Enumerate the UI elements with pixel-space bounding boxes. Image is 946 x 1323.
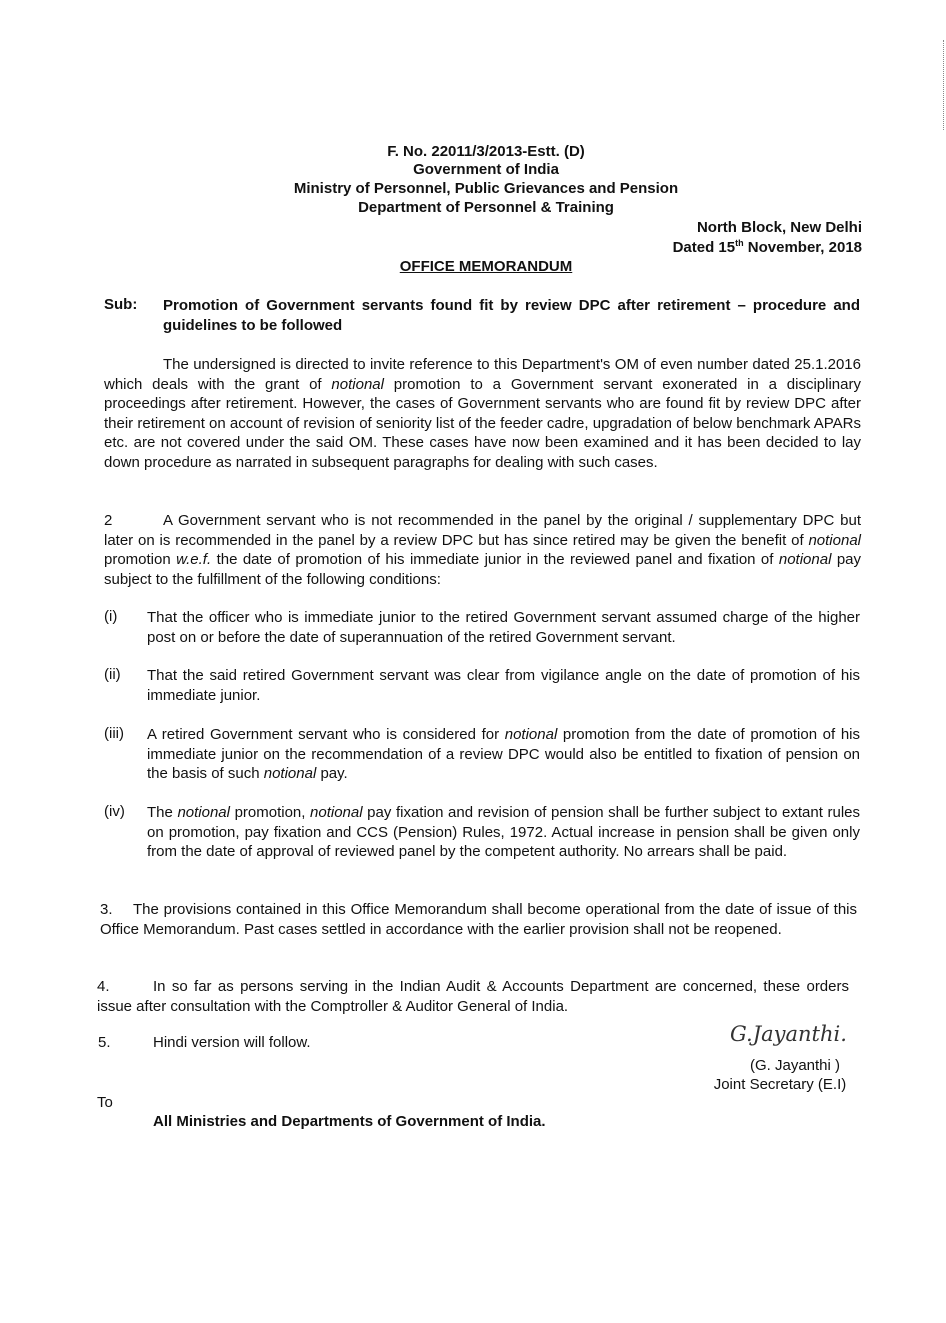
handwritten-signature: G.Jayanthi.: [730, 1022, 847, 1046]
text-segment: That the said retired Government servant was clear from vigilance angle on the date of promotion of his immediate junior.: [147, 667, 860, 704]
italic-text: notional: [808, 531, 861, 549]
text-segment: pay subject to the fulfillment of the following conditions:: [104, 551, 862, 588]
text-segment: promotion to a Government servant exonerated in a disciplinary proceedings after retirement. However, the cases of Government servants who are found fit by review DPC after their retirement on account of revision of seniority list of the feeder cadre, upgradation of below benchmark APARs etc. are not covered under the said OM. These cases have now been examined and it has been decided to lay down procedure as narrated in subsequent paragraphs for dealing with such cases.: [104, 375, 861, 471]
italic-text: notional: [310, 804, 363, 821]
place: North Block, New Delhi: [696, 219, 862, 236]
signatory-designation: Joint Secretary (E.I): [713, 1076, 847, 1093]
text-segment: A retired Government servant who is considered for: [147, 726, 505, 743]
paragraph-3: [100, 900, 857, 939]
date-suffix: th: [735, 238, 744, 248]
text-segment: In so far as persons serving in the Indian Audit & Accounts Department are concerned, these orders issue after consultation with the Comptroller & Auditor General of India.: [97, 978, 849, 1015]
text-segment: pay fixation and revision of pension shall be further subject to extant rules on promotion, pay fixation and CCS (Pension) Rules, 1972. Actual increase in pension shall be given only from the date of approval of reviewed panel by the competent authority. No arrears shall be paid.: [147, 804, 860, 860]
recipient: All Ministries and Departments of Government of India.: [153, 1113, 546, 1130]
date-month-year: November, 2018: [743, 239, 862, 256]
italic-text: notional: [504, 726, 558, 743]
signatory-name: (G. Jayanthi ): [749, 1057, 841, 1074]
text-segment: promotion from the date of promotion of his immediate junior on the recommendation of a review DPC would also be entitled to fixation of pension on the basis of such: [147, 726, 860, 782]
text-segment: pay.: [316, 765, 348, 782]
paragraph-2-text: [104, 512, 861, 588]
to-label: To: [97, 1094, 113, 1111]
ministry-name: Ministry of Personnel, Public Grievances and Pension: [293, 180, 679, 197]
condition-label: (ii): [104, 666, 121, 683]
text-segment: The provisions contained in this Office Memorandum shall become operational from the date of issue of this Office Memorandum. Past cases settled in accordance with the earlier provision shall not be reopened.: [100, 901, 857, 938]
subject-text: Promotion of Government servants found fit by review DPC after retirement – procedure and guidelines to be followed: [163, 297, 860, 334]
text-segment: A Government servant who is not recommended in the panel by the original / supplementary DPC but later on is recommended in the panel by a review DPC but has since retired may be given the benefit of: [104, 512, 861, 549]
paragraph-4: [97, 977, 849, 1016]
paragraph-2: [104, 511, 861, 589]
condition-label: (iv): [104, 803, 125, 820]
condition-label: (iii): [104, 725, 124, 742]
italic-text: w.e.f.: [176, 551, 212, 568]
condition-text: [147, 725, 860, 784]
text-segment: promotion: [104, 551, 177, 568]
paragraph-number: 4.: [97, 978, 110, 995]
paragraph-4-text: [97, 978, 849, 1015]
text-segment: That the officer who is immediate junior to the retired Government servant assumed charge of the higher post on or before the date of superannuation of the retired Government servant.: [147, 609, 860, 646]
condition-text: [147, 666, 860, 705]
text-segment: The: [147, 804, 178, 821]
italic-text: notional: [778, 551, 832, 568]
text-segment: the date of promotion of his immediate junior in the reviewed panel and fixation of: [211, 551, 779, 568]
italic-text: notional: [331, 375, 384, 393]
paragraph-1: [104, 355, 861, 472]
condition-text: [147, 803, 860, 862]
italic-text: notional: [177, 804, 230, 821]
subject-label: Sub:: [104, 296, 138, 313]
date-day: Dated 15: [672, 239, 736, 256]
date: [673, 238, 862, 256]
paragraph-3-text: [100, 901, 857, 938]
file-number: F. No. 22011/3/2013-Estt. (D): [387, 143, 585, 160]
government-name: Government of India: [413, 161, 559, 178]
text-segment: promotion,: [229, 804, 311, 821]
paragraph-number: 3.: [100, 901, 113, 918]
condition-text: [147, 608, 860, 647]
italic-text: notional: [263, 765, 317, 782]
paragraph-5-text: Hindi version will follow.: [153, 1034, 311, 1051]
paragraph-5-number: 5.: [98, 1034, 111, 1051]
scan-margin-marks: [941, 40, 944, 130]
department-name: Department of Personnel & Training: [358, 199, 614, 216]
text-segment: The undersigned is directed to invite reference to this Department's OM of even number dated 25.1.2016 which deals with the grant of: [104, 356, 861, 393]
condition-label: (i): [104, 608, 118, 625]
memo-title: OFFICE MEMORANDUM: [399, 258, 573, 275]
paragraph-number: 2: [104, 512, 113, 529]
